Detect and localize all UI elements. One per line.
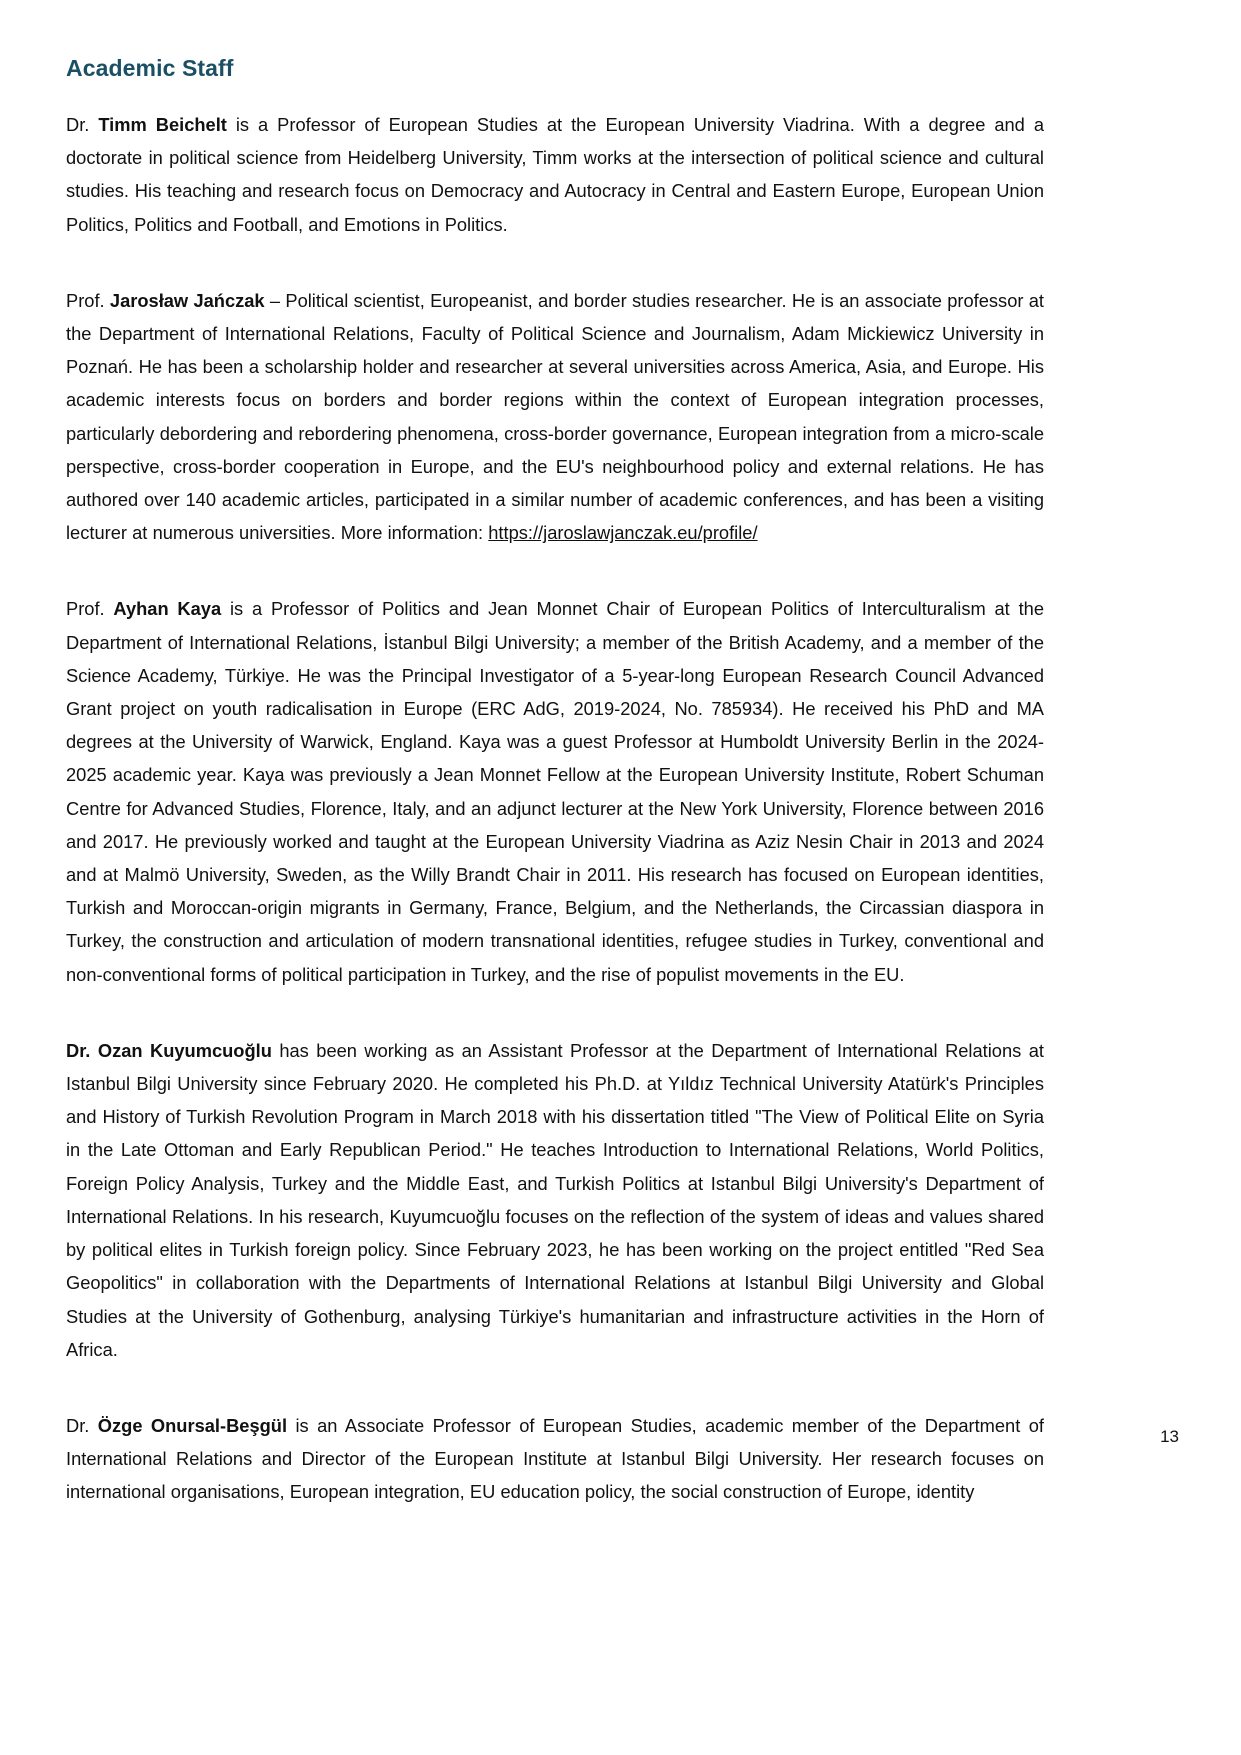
staff-name: Dr. Ozan Kuyumcuoğlu	[66, 1039, 272, 1061]
staff-bio-ozge-onursal-besgul	[66, 1409, 1044, 1509]
staff-name: Ayhan Kaya	[113, 598, 222, 620]
staff-name: Timm Beichelt	[98, 114, 227, 135]
staff-name: Jarosław Jańczak	[109, 289, 265, 311]
staff-body: is a Professor of European Studies at the European University Viadrina. With a degree and a doctorate in political science from Heidelberg University, Timm works at the intersection of political science and cultural studies. His teaching and research focus on Democracy and Autocracy in Central and Eastern Europe, European Union Politics, Politics and Football, and Emotions in Politics.	[66, 114, 1044, 235]
staff-body: – Political scientist, Europeanist, and border studies researcher. He is an associate professor at the Department of International Relations, Faculty of Political Science and Journalism, Adam Mickiewicz University in Poznań. He has been a scholarship holder and researcher at several universities across America, Asia, and Europe. His academic interests focus on borders and border regions within the context of European integration processes, particularly debordering and rebordering phenomena, cross-border governance, European integration from a micro-scale perspective, cross-border cooperation in Europe, and the EU's neighbourhood policy and external relations. He has authored over 140 academic articles, participated in a similar number of academic conferences, and has been a visiting lecturer at numerous universities. More information:	[66, 289, 1044, 544]
page-title: Academic Staff	[66, 55, 234, 81]
staff-bio-ozan-kuyumcuoglu	[66, 1034, 1044, 1366]
staff-body: is a Professor of Politics and Jean Monnet Chair of European Politics of Interculturalism at the Department of International Relations, İstanbul Bilgi University; a member of the British Academy, and a member of the Science Academy, Türkiye. He was the Principal Investigator of a 5-year-long European Research Council Advanced Grant project on youth radicalisation in Europe (ERC AdG, 2019-2024, No. 785934). He received his PhD and MA degrees at the University of Warwick, England. Kaya was a guest Professor at Humboldt University Berlin in the 2024-2025 academic year. Kaya was previously a Jean Monnet Fellow at the European University Institute, Robert Schuman Centre for Advanced Studies, Florence, Italy, and an adjunct lecturer at the New York University, Florence between 2016 and 2017. He previously worked and taught at the European University Viadrina as Aziz Nesin Chair in 2013 and 2024 and at Malmö University, Sweden, as the Willy Brandt Chair in 2011. His research has focused on European identities, Turkish and Moroccan-origin migrants in Germany, France, Belgium, and the Netherlands, the Circassian diaspora in Turkey, the construction and articulation of modern transnational identities, refugee studies in Turkey, conventional and non-conventional forms of political participation in Turkey, and the rise of populist movements in the EU.	[66, 598, 1044, 985]
profile-link[interactable]: https://jaroslawjanczak.eu/profile/	[488, 522, 758, 544]
staff-prefix: Prof.	[66, 598, 114, 620]
staff-body: is an Associate Professor of European Studies, academic member of the Department of International Relations and Director of the European Institute at Istanbul Bilgi University. Her research focuses on international organisations, European integration, EU education policy, the social construction of Europe, identity	[66, 1414, 1044, 1503]
staff-bio-timm-beichelt	[66, 108, 1044, 241]
staff-bio-jaroslaw-janczak	[66, 284, 1044, 550]
staff-bio-ayhan-kaya	[66, 592, 1044, 990]
staff-prefix: Dr.	[66, 114, 99, 135]
staff-prefix: Dr.	[66, 1414, 98, 1436]
page-number: 13	[1160, 1427, 1179, 1446]
page-content	[66, 55, 1044, 1553]
staff-body: has been working as an Assistant Professor at the Department of International Relations at Istanbul Bilgi University since February 2020. He completed his Ph.D. at Yıldız Technical University Atatürk's Principles and History of Turkish Revolution Program in March 2018 with his dissertation titled "The View of Political Elite on Syria in the Late Ottoman and Early Republican Period." He teaches Introduction to International Relations, World Politics, Foreign Policy Analysis, Turkey and the Middle East, and Turkish Politics at Istanbul Bilgi University's Department of International Relations. In his research, Kuyumcuoğlu focuses on the reflection of the system of ideas and values shared by political elites in Turkish foreign policy. Since February 2023, he has been working on the project entitled "Red Sea Geopolitics" in collaboration with the Departments of International Relations at Istanbul Bilgi University and Global Studies at the University of Gothenburg, analysing Türkiye's humanitarian and infrastructure activities in the Horn of Africa.	[66, 1039, 1044, 1360]
staff-name: Özge Onursal-Beşgül	[97, 1414, 288, 1436]
staff-prefix: Prof.	[66, 289, 110, 311]
